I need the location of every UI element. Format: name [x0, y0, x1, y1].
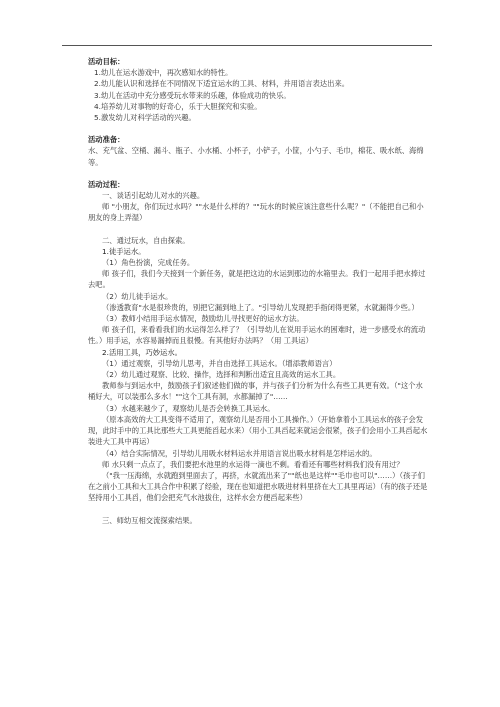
- step2-sub1: 1.徒手运水。: [102, 246, 146, 256]
- step2-p1: （1）角色扮演，完成任务。: [102, 258, 195, 268]
- header-rule: [62, 45, 432, 46]
- step1-title: 一、谈话引起幼儿对水的兴趣。: [102, 191, 205, 201]
- step2-p10: （3）水越来越少了，观察幼儿是否会转换工具运水。: [102, 403, 275, 413]
- step1-text: 师 "小朋友，你们玩过水吗？""水是什么样的？""玩水的时候应该注意些什么呢？"（不能把自己和小朋友的身上弄湿）: [88, 202, 424, 223]
- step2-p5: （3）教师小结用手运水情况，鼓励幼儿寻找更好的运水方法。: [102, 314, 304, 324]
- step2-p7: （1）通过观察，引导幼儿思考，并自由选择工具运水。（增添教师语言）: [102, 358, 337, 368]
- preparation-text: 水、充气盆、空桶、漏斗、瓶子、小水桶、小杯子，小铲子，小筐，小勺子、毛巾，棉花、吸水纸、海绵等。: [88, 146, 424, 167]
- process-heading: 活动过程：: [88, 179, 125, 189]
- step2-p3: （2）幼儿徒手运水。: [102, 291, 173, 301]
- objective-item-1: 1.幼儿在运水游戏中，再次感知水的特性。: [94, 68, 233, 78]
- step2-p9: 教师参与到运水中，鼓励孩子们叙述他们做的事，并与孩子们分析为什么有些工具更有效。（"这个水桶好大，可以装那么多水！""这个工具有洞，水都漏掉了"……: [88, 381, 423, 402]
- objective-item-3: 3.幼儿在活动中充分感受玩水带来的乐趣，体验成功的快乐。: [94, 90, 291, 100]
- objective-item-2: 2.幼儿能认识和选择在不同情况下适宜运水的工具、材料，并用语言表达出来。: [94, 79, 350, 89]
- objective-item-5: 5.激发幼儿对科学活动的兴趣。: [94, 113, 196, 123]
- step2-title: 二、通过玩水，自由探索。: [102, 235, 190, 245]
- step2-p12: （4）结合实际情况，引导幼儿用吸水材料运水并用语言说出吸水材料是怎样运水的。: [102, 448, 377, 458]
- step3-title: 三、师幼互相交流探索结果。: [102, 515, 197, 525]
- document-body: [88, 56, 428, 526]
- step2-p8: （2）幼儿通过观察、比较、操作，选择和判断出适宜且高效的运水工具。: [102, 370, 341, 380]
- objective-item-4: 4.培养幼儿对事物的好奇心，乐于大胆探究和实验。: [94, 101, 262, 111]
- step2-p2: 师 孩子们，我们今天接到一个新任务，就是把这边的水运到那边的水箱里去。我们一起用手把水捧过去吧。: [88, 269, 426, 290]
- step2-p14: （"我一压海绵，水就跑到里面去了，再挤，水就流出来了""纸也是这样""毛巾也可以"……）（孩子们在之前小工具和大工具合作中积累了经验，现在也知道把水吸进材料里挤在大工具里再运）（有的孩子还是坚持用小工具舀，他们会把充气水池拔住，这样水会方便舀起来些）: [88, 470, 428, 503]
- step2-p6: 师 孩子们，来看看我们的水运得怎么样了？（引导幼儿在说用手运水的困难时，进一步感受水的流动性。）用手运，水容易漏掉而且很慢。有其他好办法吗？（用 工具运）: [88, 325, 426, 346]
- objectives-heading: 活动目标：: [88, 57, 125, 66]
- preparation-heading: 活动准备：: [88, 135, 125, 145]
- step2-p13: 师 水只剩一点点了，我们要把水池里的水运得一滴也不剩。看看还有哪些材料我们没有用过？: [102, 459, 404, 469]
- step2-p11: （原本高效的大工具变得不适用了，观察幼儿是否用小工具操作。）（开始拿着小工具运水的孩子会发现，此时手中的工具比那些大工具更能舀起水来）（用小工具舀起来就运会很紧，孩子们会用小工具舀起水装进大工具中再运）: [88, 414, 428, 447]
- step2-sub2: 2.活用工具，巧妙运水。: [102, 347, 182, 357]
- step2-p4: （渗透教育"水是很珍贵的，别把它漏到地上了。"引导幼儿发现把手指闭得更紧，水就漏得少些。）: [102, 302, 419, 312]
